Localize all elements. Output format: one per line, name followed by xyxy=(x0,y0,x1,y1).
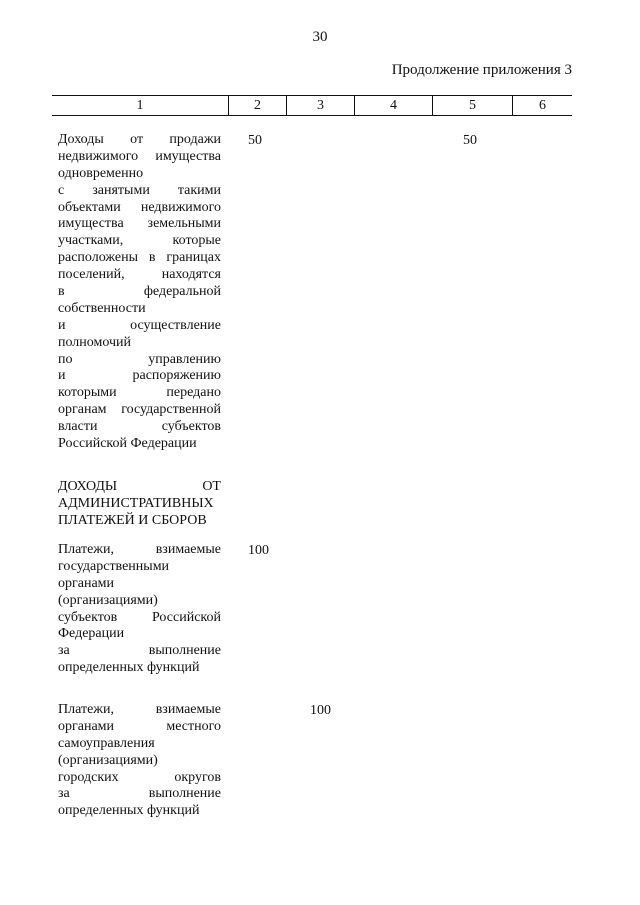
column-header-6: 6 xyxy=(512,96,572,115)
description-line: определенных функций xyxy=(58,803,200,819)
description-line: городских округов xyxy=(58,769,221,785)
column-header-5: 5 xyxy=(432,96,512,115)
description-line: Платежи, взимаемые xyxy=(58,542,221,557)
page-number: 30 xyxy=(312,29,328,45)
description-line: ДОХОДЫ ОТ xyxy=(58,479,221,494)
description-line: Федерации xyxy=(58,626,125,642)
description-line: органами местного xyxy=(58,718,221,734)
description-line: субъектов Российской xyxy=(58,609,221,625)
column-header-4: 4 xyxy=(354,96,432,115)
description-line: самоуправления xyxy=(58,735,155,751)
description-line: Российской Федерации xyxy=(58,436,197,452)
description-line: в федеральной xyxy=(58,284,221,300)
value-c3: 100 xyxy=(310,703,331,718)
description-line: государственными xyxy=(58,558,170,574)
row-description xyxy=(58,132,221,453)
description-line: полномочий xyxy=(58,334,132,350)
description-line: (организациями) xyxy=(58,752,158,768)
description-line: за выполнение xyxy=(58,643,221,659)
description-line: поселений, находятся xyxy=(58,267,221,283)
description-line: собственности xyxy=(58,300,146,316)
description-line: власти субъектов xyxy=(58,419,221,435)
description-line: по управлению xyxy=(58,351,221,367)
description-line: Доходы от продажи xyxy=(58,132,221,147)
description-line: органам государственной xyxy=(58,402,221,418)
description-line: с занятыми такими xyxy=(58,182,221,198)
description-line: ПЛАТЕЖЕЙ И СБОРОВ xyxy=(58,512,207,528)
description-line: (организациями) xyxy=(58,592,158,608)
description-line: и осуществление xyxy=(58,317,221,333)
description-line: за выполнение xyxy=(58,786,221,802)
value-c2: 50 xyxy=(248,133,262,148)
row-description xyxy=(58,479,221,530)
column-header-2: 2 xyxy=(228,96,286,115)
column-header-3: 3 xyxy=(286,96,354,115)
continuation-caption: Продолжение приложения 3 xyxy=(391,62,572,78)
value-c2: 100 xyxy=(248,543,269,558)
description-line: объектами недвижимого xyxy=(58,199,221,215)
row-description xyxy=(58,702,221,820)
row-description xyxy=(58,542,221,677)
description-line: участками, которые xyxy=(58,233,221,249)
description-line: одновременно xyxy=(58,165,144,181)
description-line: имущества земельными xyxy=(58,216,221,232)
column-header-1: 1 xyxy=(136,98,144,113)
description-line: определенных функций xyxy=(58,660,200,676)
description-line: органами xyxy=(58,575,115,591)
description-line: и распоряжению xyxy=(58,368,221,384)
description-line: расположены в границах xyxy=(58,250,221,266)
description-line: которыми передано xyxy=(58,385,221,401)
description-line: АДМИНИСТРАТИВНЫХ xyxy=(58,495,214,511)
description-line: Платежи, взимаемые xyxy=(58,702,221,717)
description-line: недвижимого имущества xyxy=(58,148,221,164)
table-header xyxy=(52,95,572,116)
value-c5: 50 xyxy=(463,133,477,148)
